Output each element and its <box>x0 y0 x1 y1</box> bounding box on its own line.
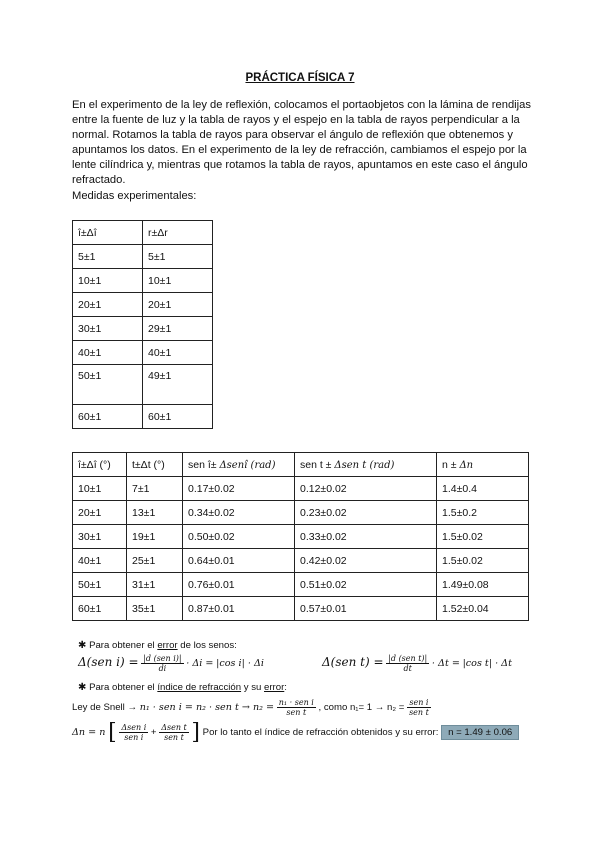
refraction-table <box>72 452 529 621</box>
header-incident-angle: î±Δî (°) <box>73 453 127 477</box>
header-refracted-angle: t±Δt (°) <box>127 453 183 477</box>
table-cell: 20±1 <box>73 501 127 525</box>
index-error-word: error <box>264 682 285 693</box>
index-heading <box>78 682 287 693</box>
header-sin-refracted <box>295 453 437 477</box>
table-cell: 20±1 <box>73 293 143 317</box>
table-cell: 29±1 <box>143 317 213 341</box>
table-cell: 1.4±0.4 <box>437 477 529 501</box>
table-cell: 5±1 <box>73 245 143 269</box>
index-pre: Para obtener el <box>89 682 158 693</box>
table-cell: 40±1 <box>73 549 127 573</box>
table-cell: 0.17±0.02 <box>183 477 295 501</box>
table-row <box>73 597 529 621</box>
fraction-numerator: sen i <box>407 698 431 708</box>
intro-paragraph <box>72 98 532 188</box>
asterisk-icon: ✱ <box>78 640 87 651</box>
table-cell: 7±1 <box>127 477 183 501</box>
table-cell: 40±1 <box>143 341 213 365</box>
table-cell: 0.34±0.02 <box>183 501 295 525</box>
table-row <box>73 405 213 429</box>
fraction-denominator: sen t <box>164 733 184 742</box>
table-cell: 0.76±0.01 <box>183 573 295 597</box>
reflection-table <box>72 220 213 429</box>
page-title: PRÁCTICA FÍSICA 7 <box>245 72 355 84</box>
table-cell: 13±1 <box>127 501 183 525</box>
delta-n-line <box>72 720 519 745</box>
table-row <box>73 477 529 501</box>
header-text: n ± <box>442 458 460 471</box>
table-row <box>73 549 529 573</box>
table-row <box>73 525 529 549</box>
fraction <box>277 698 316 717</box>
fraction-numerator: |d (sen t)| <box>388 654 428 663</box>
table-cell: 30±1 <box>73 525 127 549</box>
header-text: sen î± <box>188 458 220 471</box>
table-cell: 1.52±0.04 <box>437 597 529 621</box>
table-cell: 35±1 <box>127 597 183 621</box>
bracket-close: ] <box>191 720 200 745</box>
measures-label: Medidas experimentales: <box>72 190 197 202</box>
table-row <box>73 573 529 597</box>
table-cell: 0.57±0.01 <box>295 597 437 621</box>
fraction <box>159 723 189 742</box>
table-cell: 25±1 <box>127 549 183 573</box>
table-cell: 49±1 <box>143 365 213 405</box>
fraction <box>407 698 431 717</box>
asterisk-icon: ✱ <box>78 682 87 693</box>
header-math: Δsen t (rad) <box>334 459 395 471</box>
header-incident-angle: î±Δî <box>73 221 143 245</box>
snell-como: , como n₁= 1 → n₂ = <box>318 702 405 714</box>
table-cell: 10±1 <box>73 477 127 501</box>
error-heading <box>78 640 237 651</box>
table-cell: 60±1 <box>143 405 213 429</box>
fraction-denominator: di <box>158 664 167 673</box>
table-cell: 60±1 <box>73 405 143 429</box>
table-cell: 10±1 <box>73 269 143 293</box>
fraction <box>141 654 183 673</box>
table-cell: 0.23±0.02 <box>295 501 437 525</box>
table-row <box>73 341 213 365</box>
header-math: Δsenî (rad) <box>219 459 276 471</box>
table-cell: 60±1 <box>73 597 127 621</box>
fraction-denominator: sen t <box>409 708 429 717</box>
bracket-open: [ <box>108 720 117 745</box>
table-cell: 0.42±0.02 <box>295 549 437 573</box>
header-text: sen t ± <box>300 458 335 471</box>
fraction-numerator: Δsen i <box>121 723 147 732</box>
table-cell: 0.87±0.01 <box>183 597 295 621</box>
header-sin-incident <box>183 453 295 477</box>
index-word: índice de refracción <box>157 682 242 693</box>
fraction-numerator: |d (sen i)| <box>143 654 182 663</box>
fraction-denominator: sen i <box>124 733 144 742</box>
snell-law-line <box>72 698 431 717</box>
formula-mid: · Δt = <box>431 658 460 670</box>
table-cell: 0.64±0.01 <box>183 549 295 573</box>
table-cell: 0.50±0.02 <box>183 525 295 549</box>
header-reflected-angle: r±Δr <box>143 221 213 245</box>
table-cell: 10±1 <box>143 269 213 293</box>
table-row <box>73 269 213 293</box>
intro-text: En el experimento de la ley de reflexión, colocamos el portaobjetos con la lámina de rendijas entre la fuente de luz y la tabla de rayos y el espejo en la tabla de rayos perpendicular a la normal. Rotamos la tabla de rayos para observar el ángulo de reflexión que obtenemos y apuntamos los datos. En el experimento de la ley de refracción, cambiamos el espejo por la lente cilíndrica y, mientras que rotamos la tabla de rayos, apuntamos en este caso el ángulo refractado. <box>72 99 531 186</box>
table-cell: 0.12±0.02 <box>295 477 437 501</box>
index-post: : <box>284 682 287 693</box>
error-pre: Para obtener el <box>89 640 158 651</box>
table-row <box>73 245 213 269</box>
fraction <box>119 723 148 742</box>
formula-sin-t <box>322 654 512 673</box>
conclusion-text: Por lo tanto el índice de refracción obtenidos y su error: <box>202 727 439 739</box>
table-header-row <box>73 453 529 477</box>
formula-mid: · Δi = <box>186 658 214 670</box>
table-cell: 40±1 <box>73 341 143 365</box>
table-cell: 0.51±0.02 <box>295 573 437 597</box>
table-cell: 1.5±0.02 <box>437 525 529 549</box>
fraction <box>386 654 429 673</box>
result-highlight: n = 1.49 ± 0.06 <box>441 725 519 740</box>
table-header-row <box>73 221 213 245</box>
formula-lhs: Δ(sen t) = <box>322 655 384 670</box>
index-mid: y su <box>241 682 265 693</box>
table-cell: 20±1 <box>143 293 213 317</box>
formula-rhs: |cos i| · Δi <box>216 658 264 670</box>
table-row <box>73 317 213 341</box>
error-word: error <box>157 640 178 651</box>
table-row <box>73 293 213 317</box>
fraction-numerator: Δsen t <box>161 723 187 732</box>
fraction-denominator: sen t <box>286 708 307 717</box>
fraction-denominator: dt <box>403 664 412 673</box>
formula-rhs: |cos t| · Δt <box>462 658 512 670</box>
table-cell: 1.5±0.2 <box>437 501 529 525</box>
formula-lhs: Δ(sen i) = <box>78 655 139 670</box>
snell-label: Ley de Snell → <box>72 702 138 714</box>
table-cell: 50±1 <box>73 365 143 405</box>
table-row <box>73 501 529 525</box>
plus-sign: + <box>150 727 157 739</box>
table-cell: 19±1 <box>127 525 183 549</box>
table-cell: 30±1 <box>73 317 143 341</box>
table-cell: 1.49±0.08 <box>437 573 529 597</box>
table-cell: 31±1 <box>127 573 183 597</box>
header-math: Δn <box>459 459 474 471</box>
formula-sin-i <box>78 654 264 673</box>
table-cell: 5±1 <box>143 245 213 269</box>
table-cell: 50±1 <box>73 573 127 597</box>
header-index <box>437 453 529 477</box>
table-cell: 0.33±0.02 <box>295 525 437 549</box>
table-cell: 1.5±0.02 <box>437 549 529 573</box>
delta-n-lhs: Δn = n <box>72 727 106 739</box>
table-row <box>73 365 213 405</box>
error-post: de los senos: <box>177 640 237 651</box>
snell-equation: n₁ · sen i = n₂ · sen t → n₂ = <box>139 702 275 714</box>
fraction-numerator: n₁ · sen i <box>278 698 314 707</box>
